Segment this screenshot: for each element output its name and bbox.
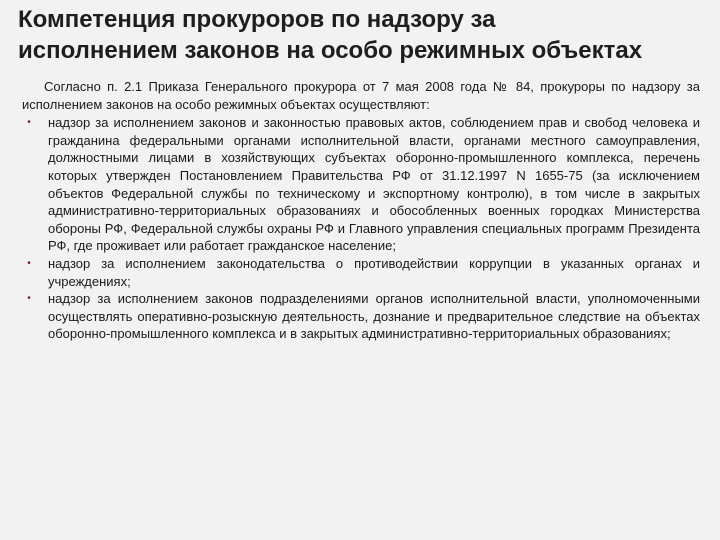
list-item-text: надзор за исполнением законов подразделениями органов исполнительной власти, уполномоченными осуществлять оперативно-розыскную деятельность, дознание и предварительное следствие на объектах оборонно-промышленного комплекса и в закрытых административно-территориальных образованиях; [48, 291, 700, 342]
slide-body [22, 78, 700, 343]
bullet-icon: • [27, 293, 31, 305]
title-line-2: исполнением законов на особо режимных объектах [18, 37, 643, 64]
list-item [22, 114, 700, 255]
list-item [22, 290, 700, 343]
list-item-text: надзор за исполнением законов и законностью правовых актов, соблюдением прав и свобод человека и гражданина федеральными органами исполнительной власти, органами местного самоуправления, должностными лицами в хозяйствующих субъектах оборонно-промышленного комплекса, перечень которых утвержден Постановлением Правительства РФ от 31.12.1997 N 1655-75 (за исключением объектов Федеральной службы по техническому и экспортному контролю), в том числе в закрытых административно-территориальных образованиях и обособленных военных городках Министерства обороны РФ, Федеральной службы охраны РФ и Главного управления специальных программ Президента РФ, где проживает или работает гражданское население; [48, 115, 700, 254]
bullet-list [22, 114, 700, 343]
page-title [18, 4, 708, 66]
bullet-icon: • [27, 117, 31, 129]
title-line-1: Компетенция прокуроров по надзору за [18, 6, 496, 33]
intro-paragraph: Согласно п. 2.1 Приказа Генерального прокурора от 7 мая 2008 года № 84, прокуроры по надзору за исполнением законов на особо режимных объектах осуществляют: [22, 79, 700, 112]
bullet-icon: • [27, 257, 31, 269]
list-item [22, 255, 700, 290]
list-item-text: надзор за исполнением законодательства о противодействии коррупции в указанных органах и учреждениях; [48, 255, 700, 289]
